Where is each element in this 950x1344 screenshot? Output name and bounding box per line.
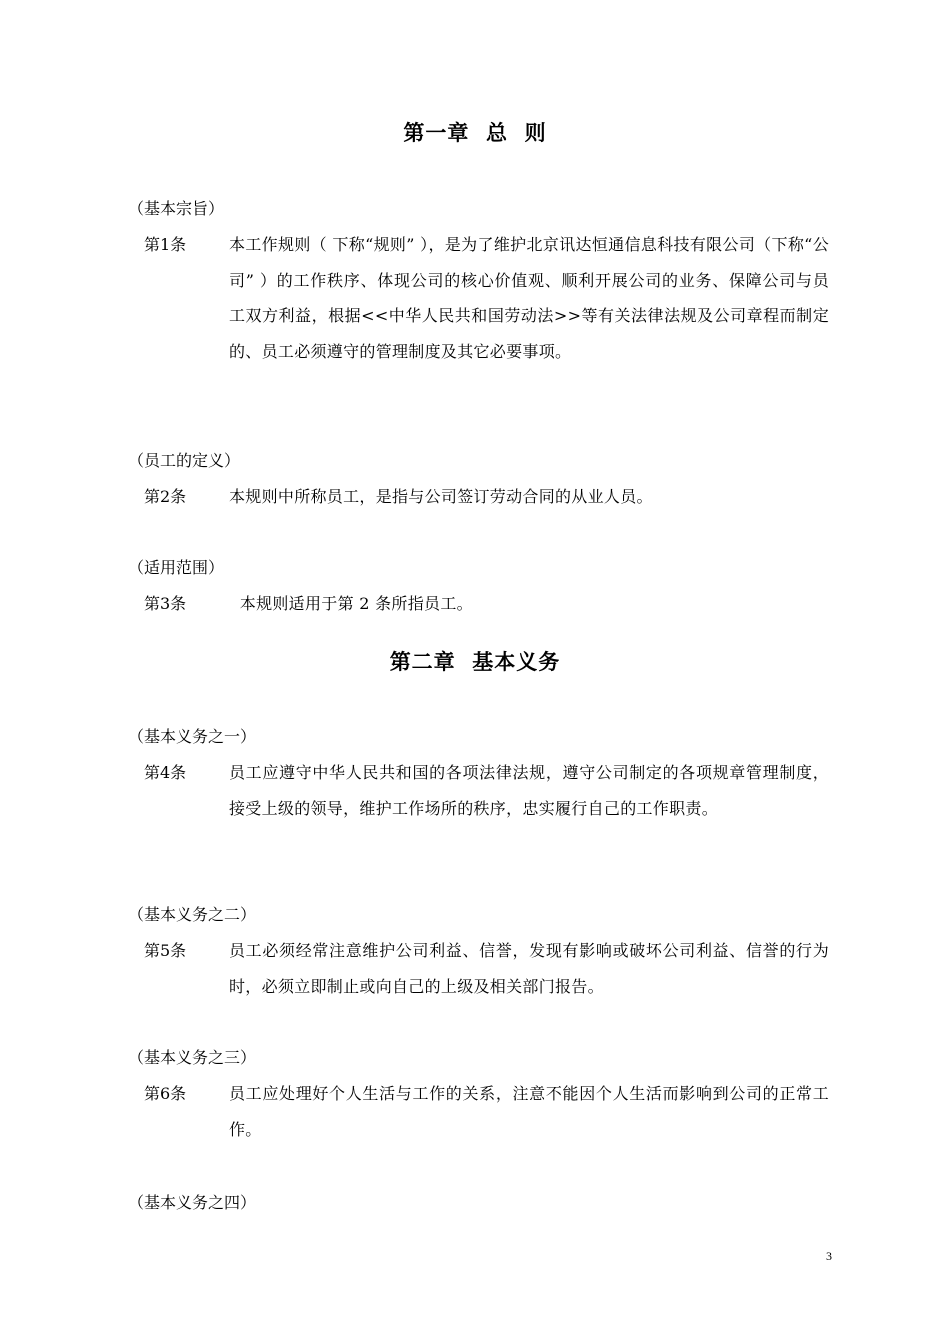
article-number: 第1条: [144, 235, 187, 254]
section-heading: （基本义务之二）: [128, 905, 257, 924]
article-text: 本规则中所称员工，是指与公司签订劳动合同的从业人员。: [229, 487, 653, 506]
article-text: 员工必须经常注意维护公司利益、信誉，发现有影响或破坏公司利益、信誉的行为时，必须立即制止或向自己的上级及相关部门报告。: [229, 941, 829, 996]
section-heading: （基本宗旨）: [128, 199, 225, 218]
chapter-title: 第一章 总 则: [403, 121, 547, 145]
article-number: 第4条: [144, 763, 187, 782]
section-heading: （基本义务之三）: [128, 1048, 257, 1067]
article-text: 员工应遵守中华人民共和国的各项法律法规，遵守公司制定的各项规章管理制度，接受上级的领导，维护工作场所的秩序，忠实履行自己的工作职责。: [229, 763, 829, 818]
chapter-title: 第二章 基本义务: [389, 650, 561, 674]
article-number: 第3条: [144, 594, 187, 613]
article-text: 员工应处理好个人生活与工作的关系，注意不能因个人生活而影响到公司的正常工作。: [229, 1084, 829, 1139]
article-number: 第2条: [144, 487, 187, 506]
section-heading: （基本义务之四）: [128, 1193, 257, 1212]
article-number: 第5条: [144, 941, 187, 960]
article-text: 本规则适用于第 2 条所指员工。: [229, 594, 473, 613]
article-text: 本工作规则（ 下称“规则” ），是为了维护北京讯达恒通信息科技有限公司（下称“公司” ）的工作秩序、体现公司的核心价值观、顺利开展公司的业务、保障公司与员工双方利益，根据<<中华人民共和国劳动法>>等有关法律法规及公司章程而制定的、员工必须遵守的管理制度及其它必要事项。: [229, 235, 829, 361]
section-heading: （适用范围）: [128, 558, 225, 577]
section-heading: （员工的定义）: [128, 451, 241, 470]
section-heading: （基本义务之一）: [128, 727, 257, 746]
article-number: 第6条: [144, 1084, 187, 1103]
page-number: 3: [826, 1249, 832, 1263]
